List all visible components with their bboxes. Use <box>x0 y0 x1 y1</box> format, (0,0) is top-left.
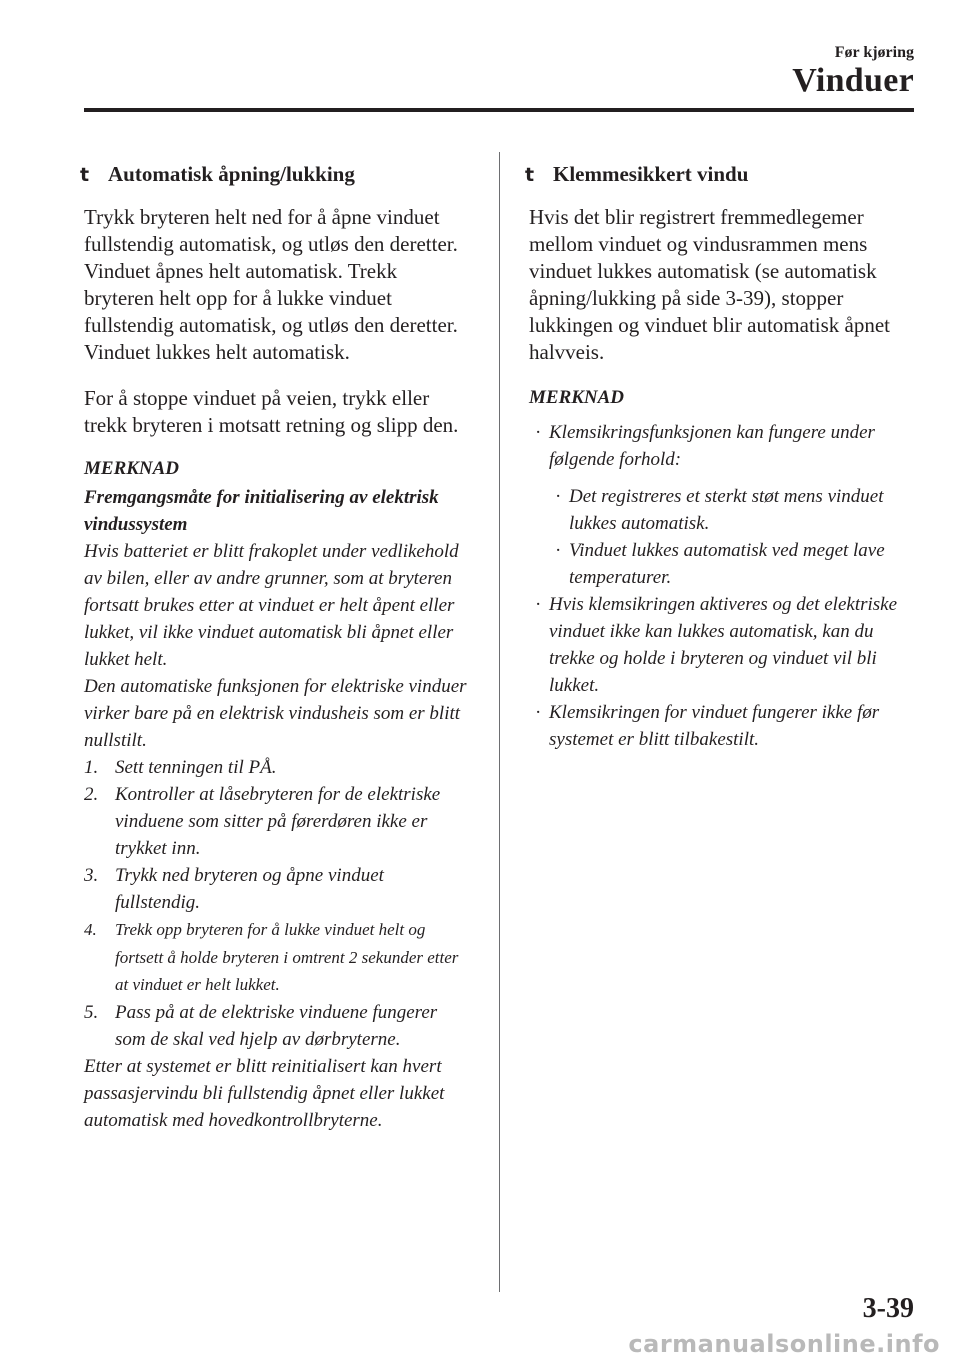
page-number: 3-39 <box>862 1293 914 1324</box>
note-label: MERKNAD <box>529 387 625 408</box>
list-item <box>529 591 915 699</box>
step-number: 2. <box>84 784 99 805</box>
list-item <box>84 754 470 781</box>
left-column <box>80 160 470 1134</box>
step-number: 1. <box>84 757 99 778</box>
paragraph: Trykk bryteren helt ned for å åpne vinduet fullstendig automatisk, og utløs den deretter. Vinduet åpnes helt automatisk. Trekk bryteren helt opp for å lukke vinduet fullstendig automatisk, og utløs den deretter. Vinduet lukkes helt automatisk. <box>84 205 458 364</box>
list-item <box>549 537 915 591</box>
bullet-text: Hvis klemsikringen aktiveres og det elektriske vinduet ikke kan lukkes automatisk, kan du trekke og holde i bryteren og vinduet vil bli lukket. <box>549 594 898 696</box>
step-text: Trekk opp bryteren for å lukke vinduet helt og fortsett å holde bryteren i omtrent 2 sekunder etter at vinduet er helt lukket. <box>115 920 459 994</box>
paragraph: For å stoppe vinduet på veien, trykk eller trekk bryteren i motsatt retning og slipp den. <box>84 386 459 437</box>
page-title: Vinduer <box>792 62 914 99</box>
section-heading-auto <box>80 160 470 188</box>
watermark: carmanualsonline.info <box>628 1330 940 1358</box>
section-marker-icon: t <box>80 164 90 186</box>
bullet-icon: · <box>555 486 562 507</box>
right-column <box>525 160 915 753</box>
bullet-icon: · <box>535 422 542 443</box>
list-item <box>529 419 915 591</box>
section-heading-pinch <box>525 160 915 188</box>
section-heading-text: Automatisk åpning/lukking <box>108 162 355 186</box>
list-item <box>84 862 470 916</box>
step-text: Kontroller at låsebryteren for de elektriske vinduene som sitter på førerdøren ikke er trykket inn. <box>115 784 441 859</box>
note-text: Hvis batteriet er blitt frakoplet under vedlikehold av bilen, eller av andre grunner, som at bryteren fortsatt brukes etter at vinduet er helt åpent eller lukket, vil ikke vinduet automatisk bli åpnet eller lukket helt. <box>84 541 459 670</box>
column-divider <box>499 152 500 1292</box>
bullet-text: Klemsikringen for vinduet fungerer ikke før systemet er blitt tilbakestilt. <box>549 702 880 750</box>
bullet-text: Det registreres et sterkt støt mens vinduet lukkes automatisk. <box>569 486 884 534</box>
list-item <box>84 916 470 999</box>
step-text: Pass på at de elektriske vinduene fungerer som de skal ved hjelp av dørbryterne. <box>115 1001 438 1050</box>
bullet-icon: · <box>535 594 542 615</box>
bullet-icon: · <box>555 540 562 561</box>
step-text: Sett tenningen til PÅ. <box>115 757 277 778</box>
steps-list <box>84 754 470 1053</box>
note-subtitle: Fremgangsmåte for initialisering av elektrisk vindussystem <box>84 487 439 535</box>
bullet-text: Vinduet lukkes automatisk ved meget lave temperaturer. <box>569 540 885 588</box>
step-text: Trykk ned bryteren og åpne vinduet fullstendig. <box>115 865 384 913</box>
paragraph: Hvis det blir registrert fremmedlegemer mellom vinduet og vindusrammen mens vinduet lukkes automatisk (se automatisk åpning/lukking på side 3-39), stopper lukkingen og vinduet blir automatisk åpnet halvveis. <box>529 205 891 364</box>
note-label: MERKNAD <box>84 458 180 479</box>
section-marker-icon: t <box>525 164 535 186</box>
note-bullet-list <box>529 419 915 753</box>
header-section-label: Før kjøring <box>834 44 914 61</box>
section-heading-text: Klemmesikkert vindu <box>553 162 749 186</box>
list-item <box>549 483 915 537</box>
bullet-text: Klemsikringsfunksjonen kan fungere under følgende forhold: <box>549 422 875 470</box>
sub-bullet-list <box>549 483 915 591</box>
bullet-icon: · <box>535 702 542 723</box>
step-number: 5. <box>84 1001 99 1023</box>
note-text: Etter at systemet er blitt reinitialisert kan hvert passasjervindu bli fullstendig åpnet eller lukket automatisk med hovedkontrollbryterne. <box>84 1055 445 1131</box>
list-item <box>529 699 915 753</box>
list-item <box>84 781 470 862</box>
list-item <box>84 999 470 1053</box>
note-text: Den automatiske funksjonen for elektriske vinduer virker bare på en elektrisk vindusheis som er blitt nullstilt. <box>84 676 467 751</box>
header-rule <box>84 108 914 112</box>
step-number: 4. <box>84 920 97 939</box>
step-number: 3. <box>84 865 99 886</box>
